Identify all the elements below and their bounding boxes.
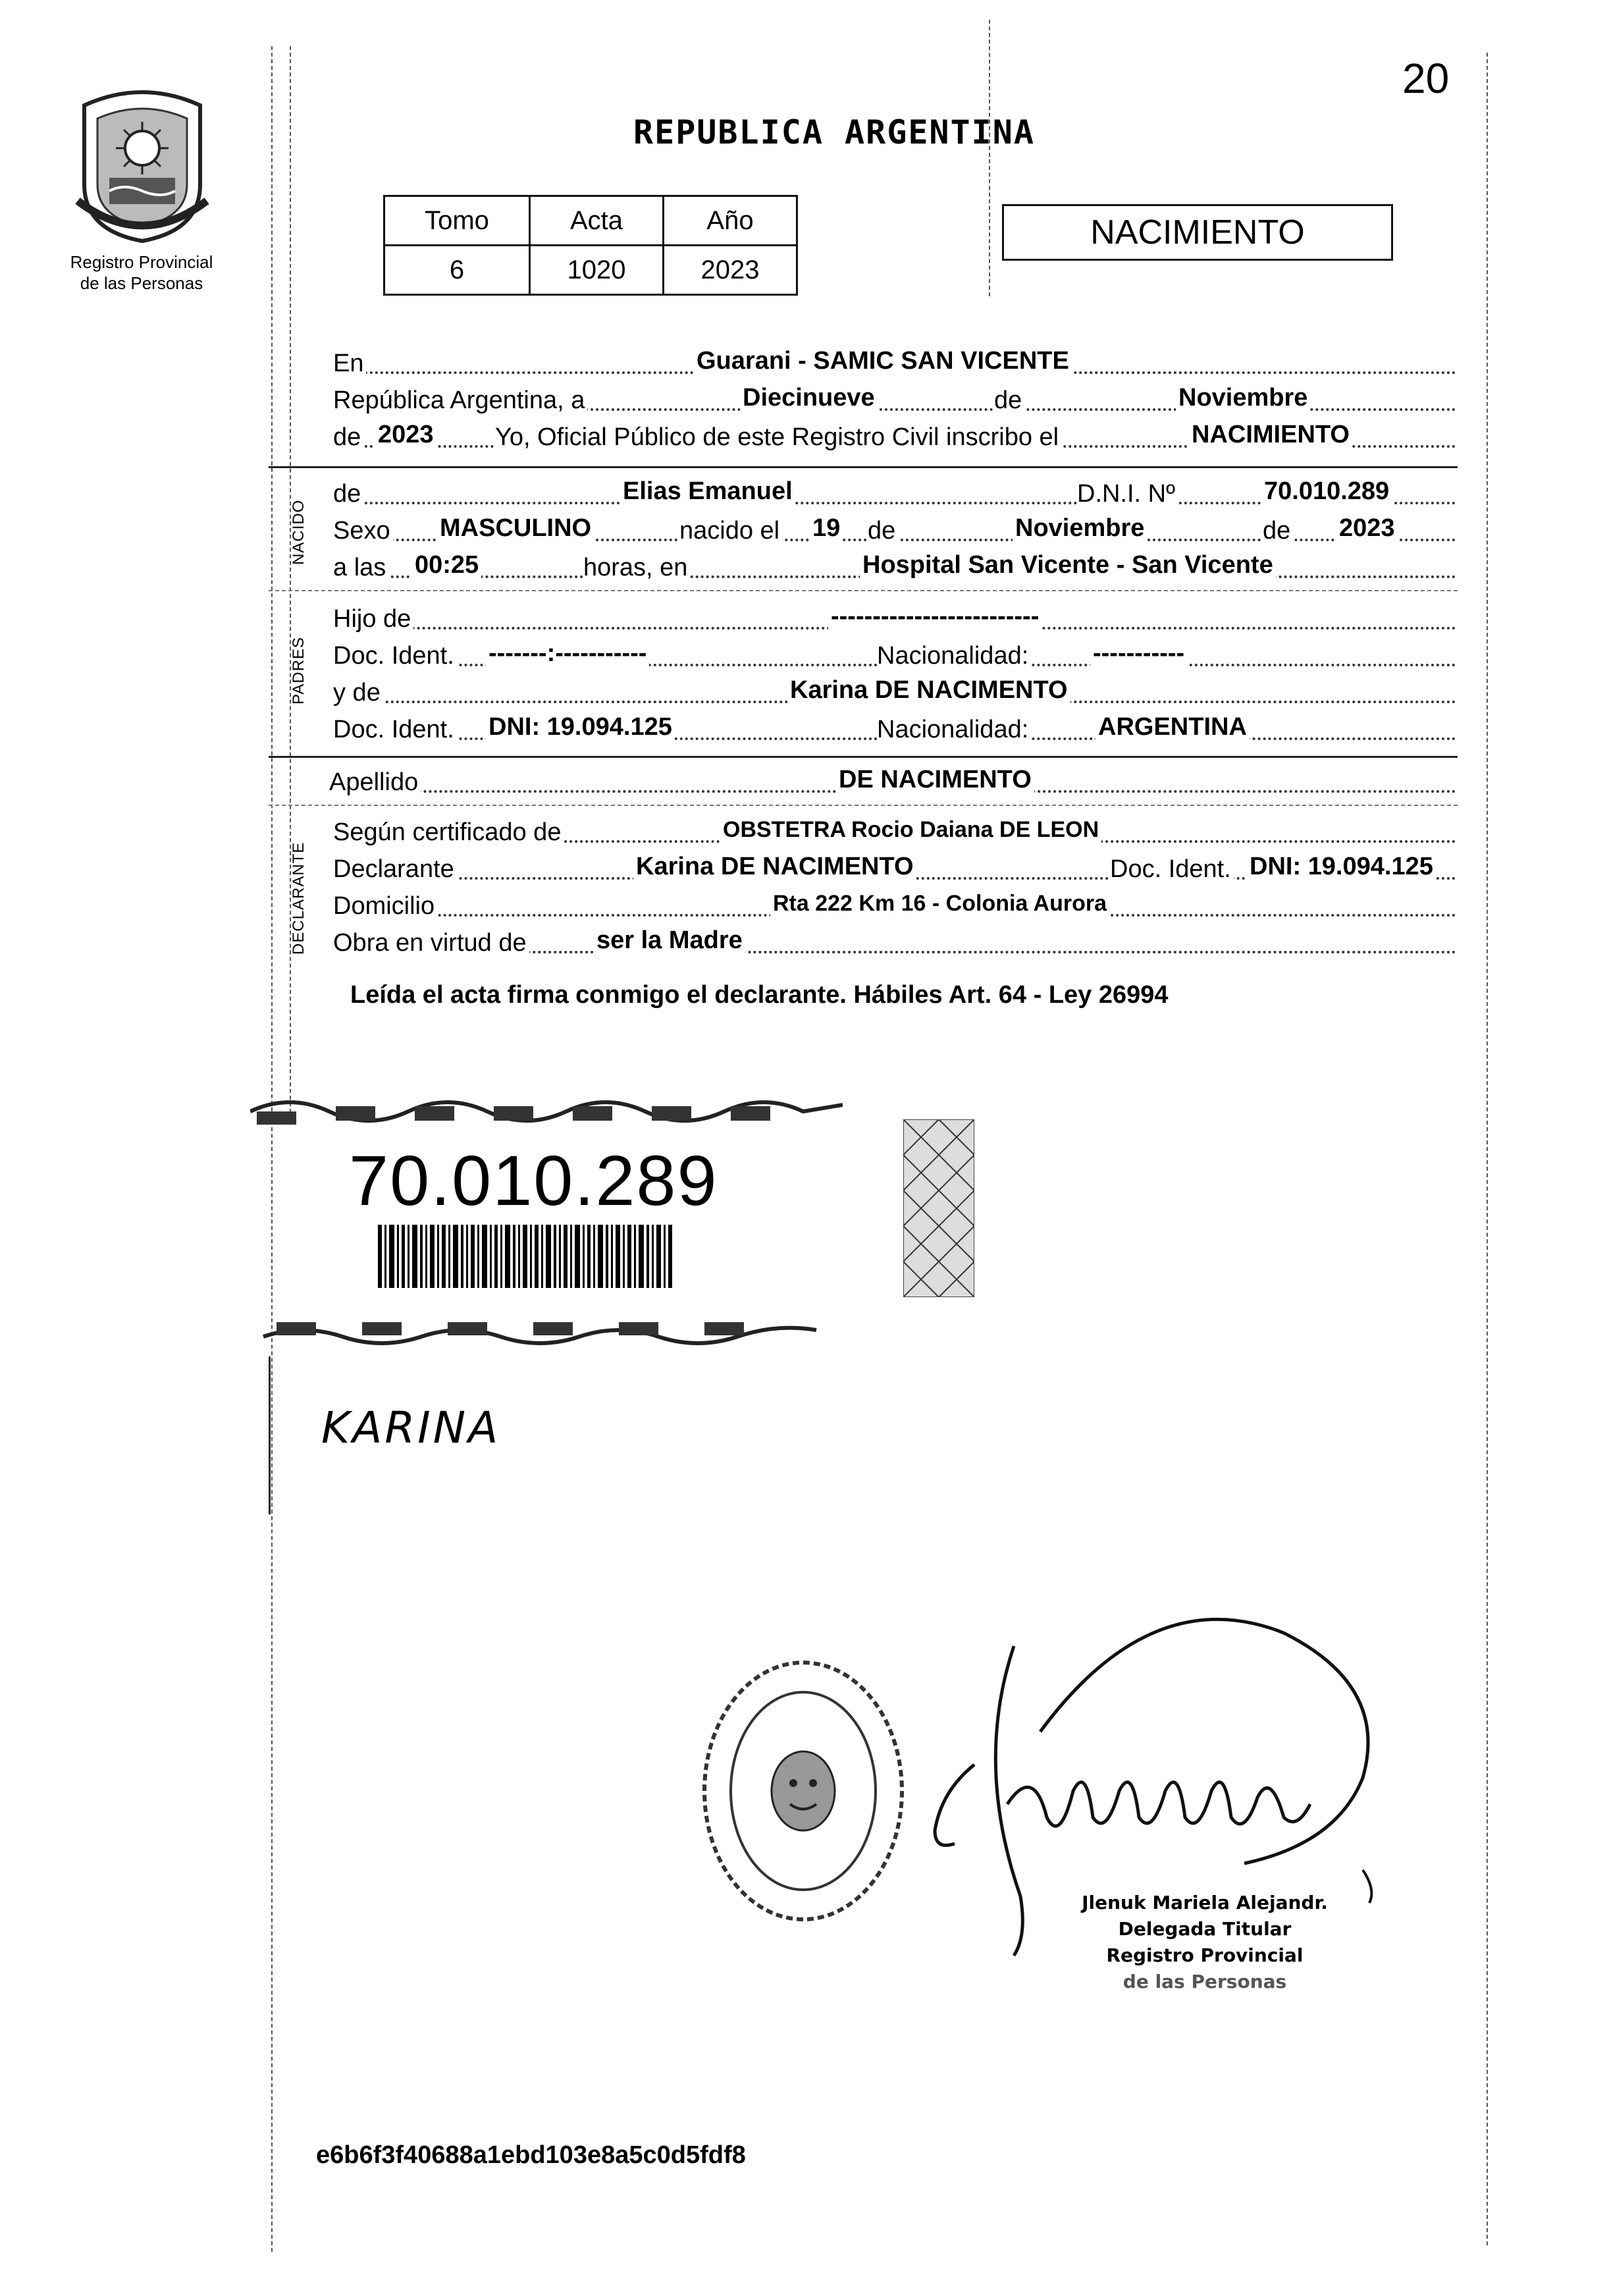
sexo-value: MASCULINO (437, 511, 594, 545)
row-declarante (333, 852, 1456, 886)
row-y-de (333, 676, 1456, 710)
domicilio-label: Domicilio (333, 889, 437, 923)
doc2-label: Doc. Ident. (333, 712, 457, 747)
lower-left-margin-line (269, 1356, 271, 1514)
row-domicilio (333, 889, 1456, 923)
obra-value: ser la Madre (594, 923, 745, 957)
father-value: ------------------------- (828, 599, 1042, 633)
row-nacido-sexo (333, 514, 1456, 548)
apellido-label: Apellido (329, 765, 421, 799)
y-de-label: y de (333, 676, 383, 710)
signer-title: Delegada Titular (1118, 1918, 1292, 1940)
month-value: Noviembre (1176, 381, 1310, 415)
day-value: Diecinueve (740, 381, 878, 415)
child-name-value: Elias Emanuel (620, 474, 795, 508)
tomo-value: 6 (384, 246, 530, 295)
cert-value: OBSTETRA Rocio Daiana DE LEON (720, 813, 1101, 847)
row-fecha (333, 383, 1456, 417)
security-hologram-icon (903, 1119, 974, 1297)
barcode-icon (378, 1225, 674, 1288)
separator-declarante-top (269, 805, 1458, 806)
signer-office-2: de las Personas (1122, 1971, 1287, 1992)
barcode-number: 70.010.289 (349, 1140, 718, 1220)
row-inscribo (333, 420, 1456, 454)
side-label-declarante: DECLARANTE (290, 841, 307, 955)
doc1-label: Doc. Ident. (333, 639, 457, 673)
decl-doc-value: DNI: 19.094.125 (1247, 849, 1436, 884)
nacido-de2-label: de (868, 514, 898, 548)
row-nacido-name (333, 477, 1456, 511)
row-hijo-de (333, 602, 1456, 636)
cert-label: Según certificado de (333, 815, 564, 849)
row-certificado (333, 815, 1456, 849)
logo-caption-line2: de las Personas (80, 273, 203, 293)
sexo-label: Sexo (333, 514, 393, 548)
row-en (333, 346, 1456, 381)
obra-label: Obra en virtud de (333, 926, 529, 960)
legal-text: Leída el acta firma conmigo el declarante. Hábiles Art. 64 - Ley 26994 (350, 981, 1169, 1009)
dni-label: D.N.I. Nº (1077, 477, 1178, 511)
fecha-de-label: de (994, 383, 1024, 417)
inscribo-value: NACIMIENTO (1189, 417, 1352, 452)
doc1-value: -------:----------- (486, 636, 649, 670)
page-number: 20 (1402, 55, 1450, 102)
birth-day-value: 19 (810, 511, 843, 545)
misiones-coat-of-arms-icon (71, 86, 213, 244)
en-value: Guarani - SAMIC SAN VICENTE (694, 344, 1072, 378)
document-type-box: NACIMIENTO (1002, 204, 1393, 261)
declarante-value: Karina DE NACIMENTO (633, 849, 916, 884)
domicilio-value: Rta 222 Km 16 - Colonia Aurora (770, 886, 1109, 921)
signer-name: Jlenuk Mariela Alejandr. (1082, 1892, 1328, 1913)
side-label-padres: PADRES (290, 637, 307, 705)
nacido-de3-label: de (1263, 514, 1293, 548)
alas-label: a las (333, 550, 388, 585)
row-doc2 (333, 712, 1456, 747)
row-nacido-hora (333, 550, 1456, 585)
page-title: REPUBLICA ARGENTINA (633, 113, 1035, 151)
handwritten-declarant-name: KARINA (321, 1402, 501, 1453)
signer-office: Registro Provincial (1106, 1944, 1304, 1966)
nacido-el-label: nacido el (679, 514, 782, 548)
nac1-label: Nacionalidad: (877, 639, 1031, 673)
anio-value: 2023 (664, 246, 797, 295)
row-doc1 (333, 639, 1456, 673)
birth-month-value: Noviembre (1013, 511, 1147, 545)
nacido-de-label: de (333, 477, 363, 511)
acta-value: 1020 (530, 246, 664, 295)
center-fold-line (989, 20, 990, 296)
side-label-nacido: NACIDO (290, 499, 307, 565)
nac2-label: Nacionalidad: (877, 712, 1031, 747)
year-prefix-label: de (333, 420, 363, 454)
document-hash: e6b6f3f40688a1ebd103e8a5c0d5fdf8 (316, 2141, 746, 2169)
logo-caption-line1: Registro Provincial (70, 252, 213, 272)
anio-header: Año (664, 196, 797, 246)
inscribo-label: Yo, Oficial Público de este Registro Civil inscribo el (495, 420, 1061, 454)
birth-place-value: Hospital San Vicente - San Vicente (860, 548, 1276, 582)
row-apellido (329, 765, 1456, 799)
mother-value: Karina DE NACIMENTO (787, 673, 1070, 707)
separator-padres-top (269, 590, 1458, 591)
acta-header: Acta (530, 196, 664, 246)
en-label: En (333, 346, 366, 381)
republica-label: República Argentina, a (333, 383, 587, 417)
row-obra (333, 926, 1456, 960)
decl-doc-label: Doc. Ident. (1110, 852, 1234, 886)
year-value: 2023 (375, 417, 436, 452)
birth-year-value: 2023 (1336, 511, 1398, 545)
apellido-value: DE NACIMENTO (836, 762, 1034, 797)
doc2-value: DNI: 19.094.125 (486, 710, 675, 744)
separator-apellido-top (269, 756, 1458, 758)
declarante-label: Declarante (333, 852, 457, 886)
separator-nacido-top (269, 466, 1458, 468)
hijo-de-label: Hijo de (333, 602, 413, 636)
child-dni-value: 70.010.289 (1261, 474, 1392, 508)
record-table (383, 195, 798, 296)
nac2-value: ARGENTINA (1095, 710, 1250, 744)
birth-time-value: 00:25 (412, 548, 481, 582)
horas-label: horas, en (583, 550, 690, 585)
nac1-value: ----------- (1090, 636, 1187, 670)
tomo-header: Tomo (384, 196, 530, 246)
right-margin-line (1487, 53, 1488, 2245)
